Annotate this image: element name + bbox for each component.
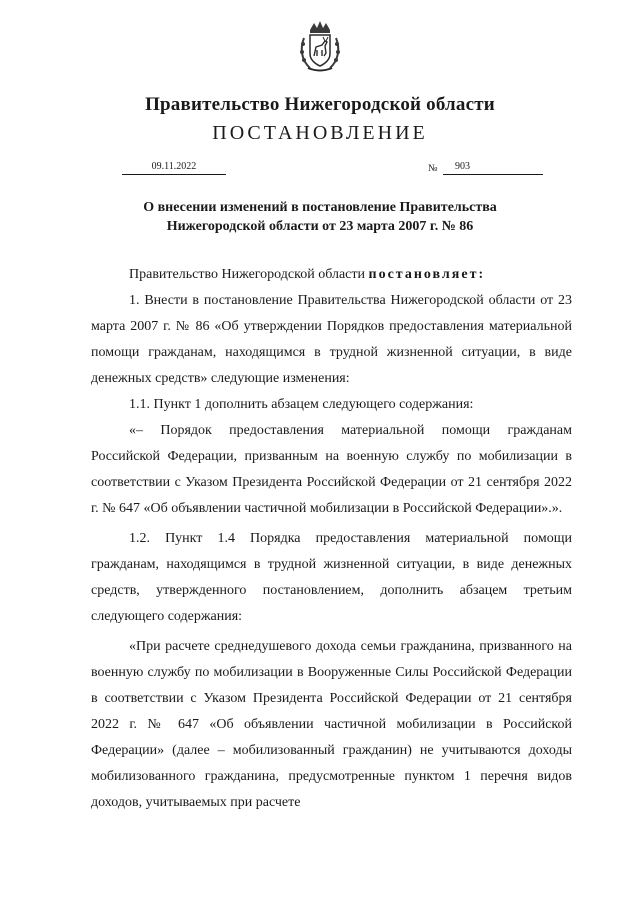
paragraph-1-1-quote: «– Порядок предоставления материальной помощи гражданам Российской Федерации, призванным на военную службу по мобилизации в соответствии с Указом Президента Российской Федерации от 21 сентября 2022 г. № 647 «Об объявлении частичной мобилизации в Российской Федерации».».	[91, 423, 572, 516]
document-type: ПОСТАНОВЛЕНИЕ	[212, 122, 428, 144]
document-number-field	[443, 160, 543, 175]
paragraph-1-2: 1.2. Пункт 1.4 Порядка предоставления материальной помощи гражданам, находящимся в трудной жизненной ситуации, в виде денежных средств, утвержденного постановлением, дополнить абзацем третьим следующего содержания:	[91, 531, 572, 624]
paragraph-1-2-quote: «При расчете среднедушевого дохода семьи гражданина, призванного на военную службу по мобилизации в Вооруженные Силы Российской Федерации в соответствии с Указом Президента Российской Федерации от 21 сентября 2022 г. № 647 «Об объявлении частичной мобилизации в Российской Федерации» (далее – мобилизованный гражданин) не учитываются доходы мобилизованного гражданина, предусмотренные пунктом 1 перечня видов доходов, учитываемых при расчете	[91, 639, 572, 810]
document-body	[91, 262, 572, 816]
preamble-verb: постановляет:	[368, 267, 486, 282]
subject-line-1: О внесении изменений в постановление Правительства	[143, 200, 497, 215]
preamble	[91, 262, 572, 288]
paragraph-1: 1. Внести в постановление Правительства Нижегородской области от 23 марта 2007 г. № 86 «Об утверждении Порядков предоставления материальной помощи гражданам, находящимся в трудной жизненной ситуации, в виде денежных средств» следующие изменения:	[91, 293, 572, 386]
document-subject	[0, 198, 640, 236]
number-sign: №	[428, 163, 438, 174]
paragraph-1-1: 1.1. Пункт 1 дополнить абзацем следующего содержания:	[129, 397, 474, 412]
document-date: 09.11.2022	[122, 160, 226, 175]
preamble-text: Правительство Нижегородской области	[129, 267, 369, 282]
organization-name: Правительство Нижегородской области	[145, 94, 495, 115]
coat-of-arms-icon	[298, 20, 342, 74]
document-number: 903	[455, 161, 470, 172]
subject-line-2: Нижегородской области от 23 марта 2007 г. № 86	[166, 219, 474, 234]
